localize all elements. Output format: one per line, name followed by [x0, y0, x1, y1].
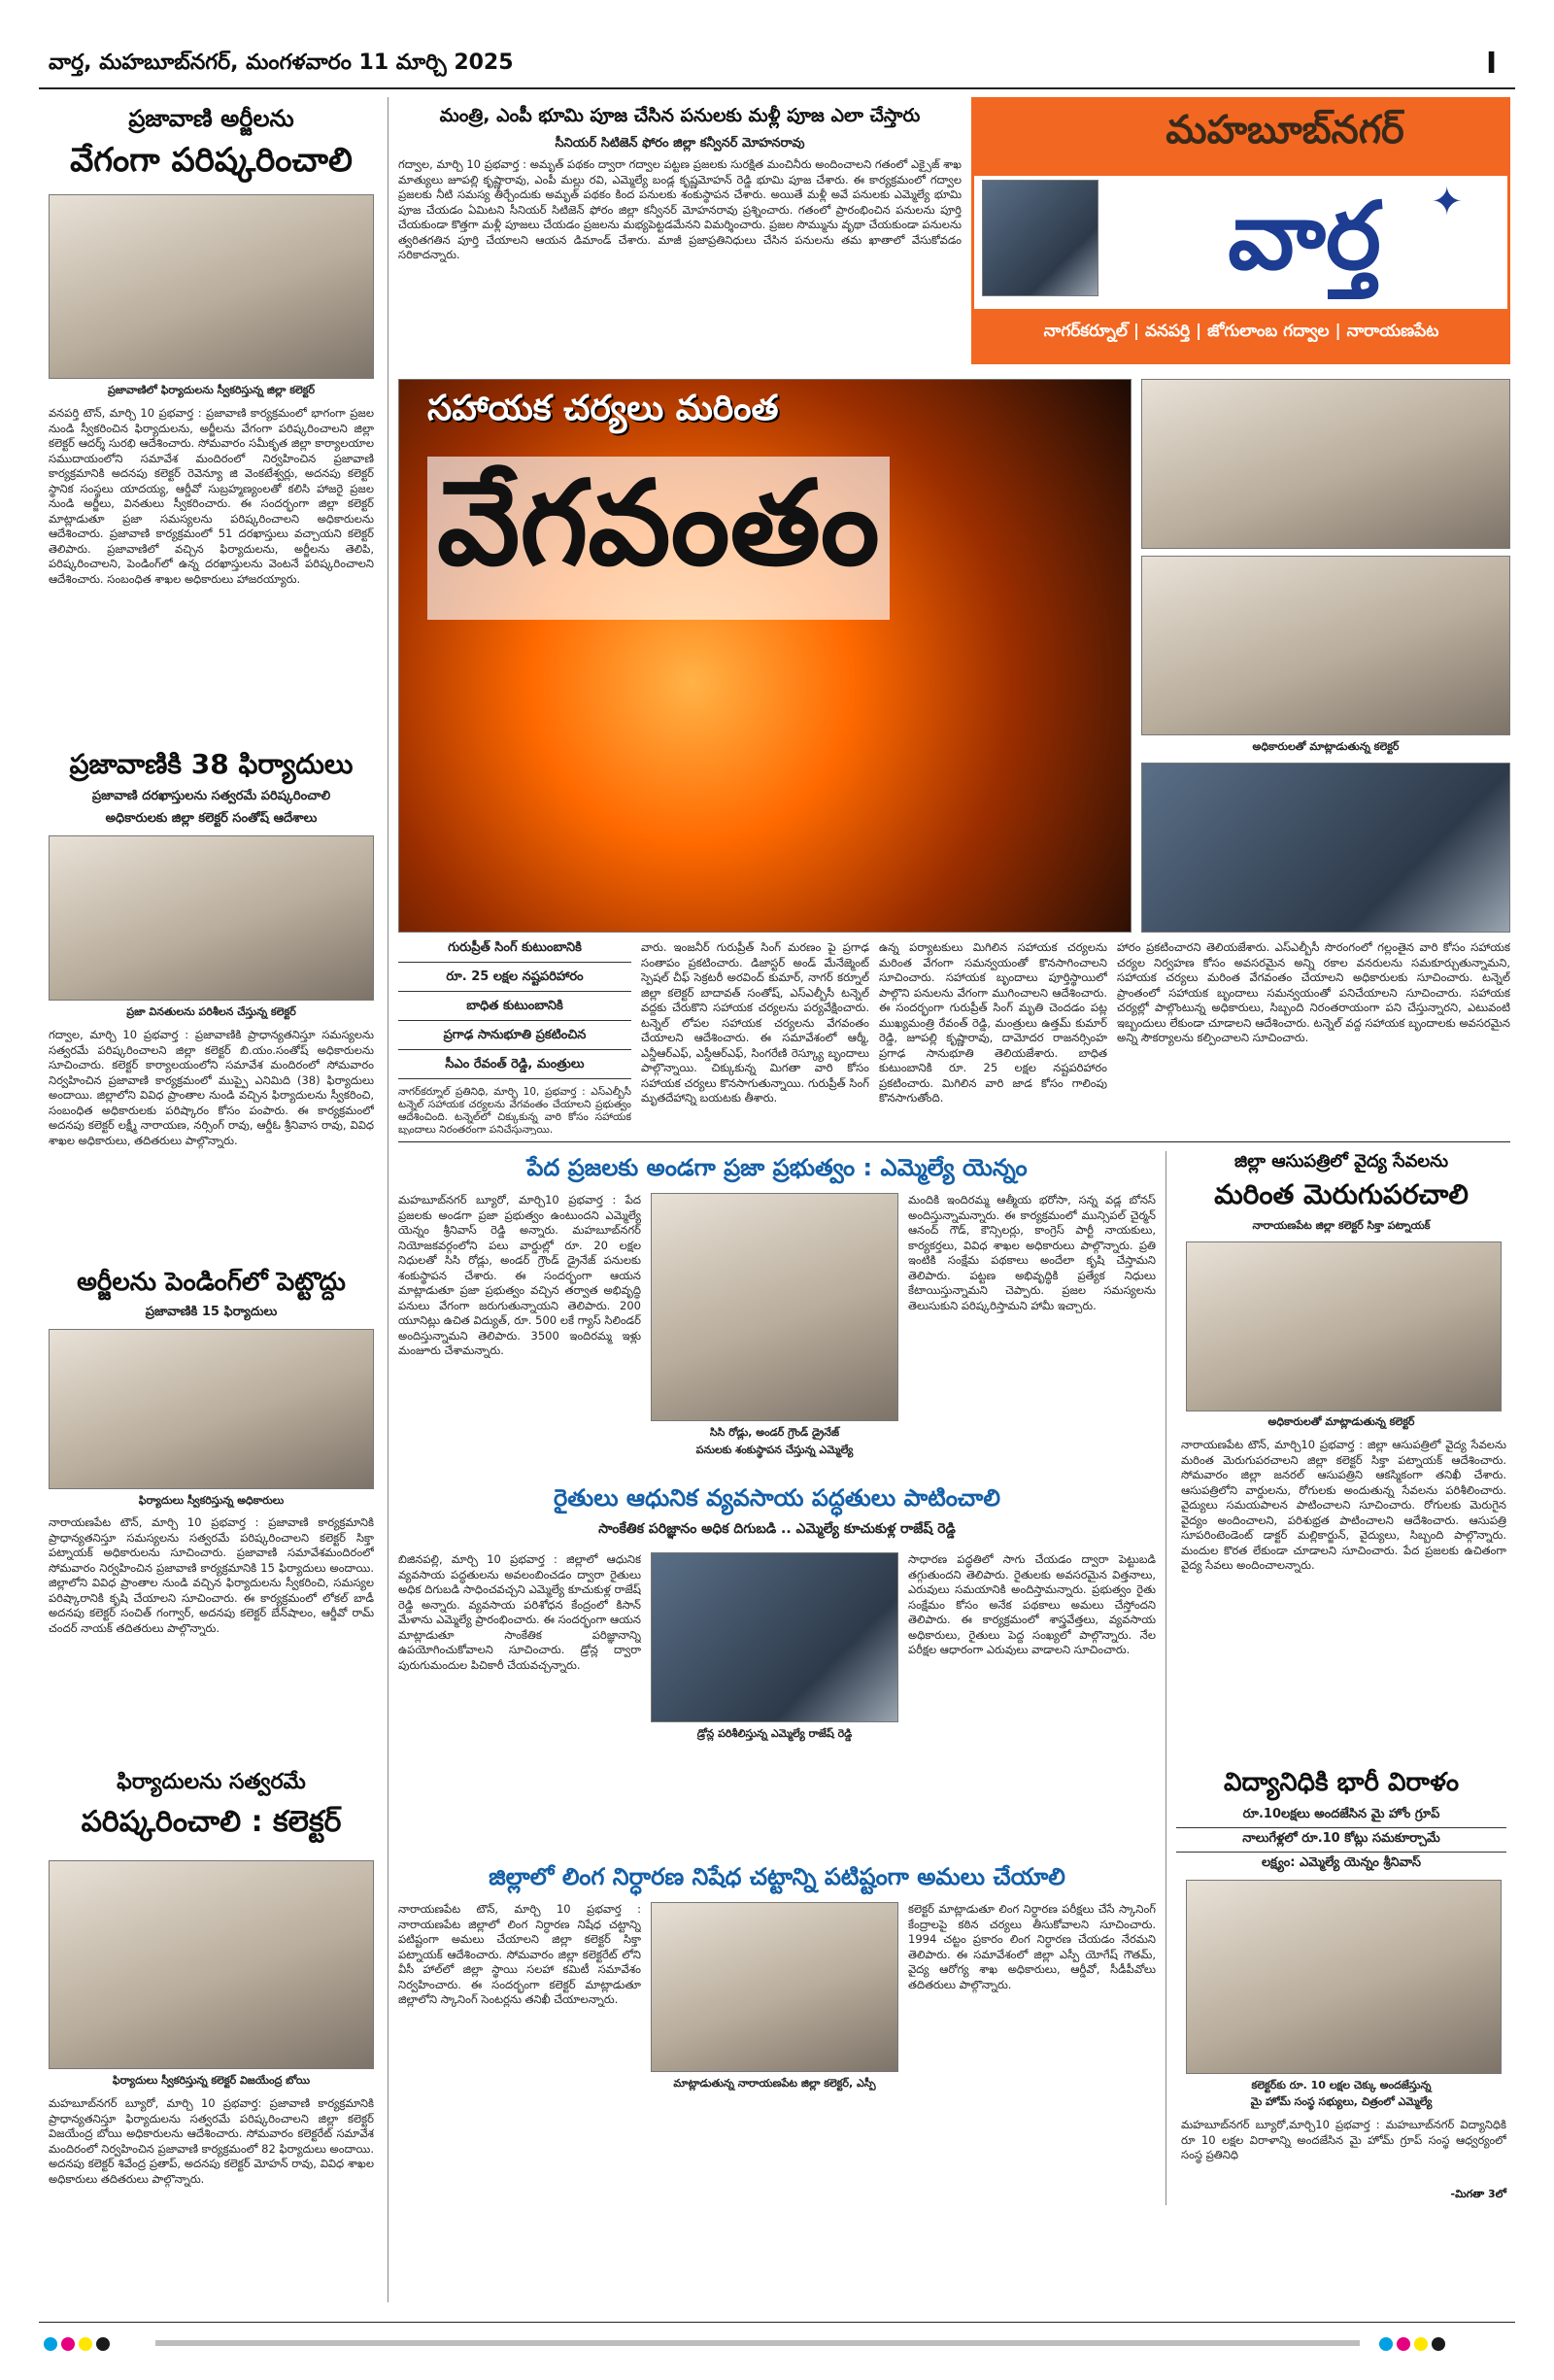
r2-byline: -మిగతా 3లో [1450, 2188, 1506, 2200]
mla-body-1: మహబూబ్‌నగర్ బ్యూరో, మార్చి10 ప్రభవార్త : పేద ప్రజలకు అండగా ప్రజా ప్రభుత్వం ఉంటుందని ఎమ్మెల్యే యెన్నం శ్రీనివాస్ రెడ్డి అన్నారు. మహబూబ్‌నగర్ నియోజకవర్గంలోని పలు వార్డుల్లో రూ. 20 లక్షల నిధులతో సిసి రోడ్లు, అండర్ గ్రౌండ్ డ్రైనేజ్ పనులకు శంకుస్థాపన చేశారు. ఈ సందర్భంగా ఆయన మాట్లాడుతూ ప్రజా ప్రభుత్వం వచ్చిన తర్వాత అభివృద్ధి పనులు వేగంగా జరుగుతున్నాయని తెలిపారు. 200 యూనిట్లు ఉచిత విద్యుత్, రూ. 500 లకే గ్యాస్ సిలిండర్ అందిస్తున్నామని తెలిపారు. 3500 ఇందిరమ్మ ఇళ్లు మంజూరు చేశామన్నారు. [398, 1193, 641, 1357]
top-story [398, 97, 962, 369]
cyan-dot-icon [1379, 2337, 1393, 2351]
farm-photo [651, 1552, 898, 1722]
s3-headline: అర్జీలను పెండింగ్‌లో పెట్టొద్దు [77, 1268, 346, 1297]
lead-right-photo-2 [1141, 556, 1510, 735]
farm-sub: సాంకేతిక పరిజ్ఞానం అధిక దిగుబడి .. ఎమ్మెల్యే కూచుకుళ్ల రాజేష్ రెడ్డి [598, 1521, 956, 1537]
magenta-dot-icon [1397, 2337, 1410, 2351]
farm-headline: రైతులు ఆధునిక వ్యవసాయ పద్ధతులు పాటించాలి [554, 1484, 1000, 1512]
dateline: వార్త, మహబూబ్‌నగర్, మంగళవారం 11 మార్చి 2025 [49, 51, 514, 75]
lead-col-3: ఉన్న పర్యాటకులు మిగిలిన సహాయక చర్యలను మరింత వేగంగా సమన్వయంతో కొనసాగించాలని సూచించారు. సహాయక బృందాలు పూర్తిస్థాయిలో పాల్గొని పనులను వేగంగా ముగించాలని ఆదేశించారు. ఈ సందర్భంగా గురుప్రీత్ సింగ్ మృతి చెందడం పట్ల ముఖ్యమంత్రి రేవంత్ రెడ్డి, మంత్రులు ఉత్తమ్ కుమార్ రెడ్డి, జూపల్లి కృష్ణారావు, దామోదర రాజనర్సింహ ప్రగాఢ సానుభూతి తెలియజేశారు. బాధిత కుటుంబానికి రూ. 25 లక్షల నష్టపరిహారం ప్రకటించారు. మిగిలిన వారి జాడ కోసం గాలింపు కొనసాగుతోంది. [879, 940, 1107, 1105]
black-dot-icon [1432, 2337, 1445, 2351]
top-story-sub: సీనియర్ సిటిజెన్ ఫోరం జిల్లా కన్వీనర్ మోహనరావు [555, 136, 805, 151]
r1-caption: అధికారులతో మాట్లాడుతున్న కలెక్టర్ [1267, 1415, 1415, 1428]
s3-body: నారాయణపేట టౌన్, మార్చి 10 ప్రభవార్త : ప్రజావాణి కార్యక్రమానికి ప్రాధాన్యతనిస్తూ సమస్యలను సత్వరమే పరిష్కరించాలని కలెక్టర్ సిక్తా పట్నాయక్ అధికారులను సూచించారు. ప్రజావాణి సమావేశమందిరంలో సోమవారం నిర్వహించిన ప్రజావాణి కార్యక్రమానికి 15 ఫిర్యాదులు అందాయి. జిల్లాలోని వివిధ ప్రాంతాల నుండి వచ్చిన ఫిర్యాదులను స్వీకరించి, సమస్యల పరిష్కారానికి కృషి చేయాలని సూచించారు. ఈ కార్యక్రమంలో లోకల్ బాడీ అదనపు కలెక్టర్ సంచిత్ గంగ్వార్, అదనపు కలెక్టర్ బేన్‌షాలం, ఆర్డీవో రామ్ చందర్ నాయక్ తదితరులు పాల్గొన్నారు. [49, 1515, 374, 1635]
lead-dateline-body: నాగర్‌కర్నూల్ ప్రతినిధి, మార్చి 10, ప్రభవార్త : ఎస్ఎల్బీసీ టన్నెల్ సహాయక చర్యలను వేగవంతం చేయాలని ప్రభుత్వం ఆదేశించింది. టన్నెల్‌లో చిక్కుకున్న వారి కోసం సహాయక బృందాలు నిరంతరంగా పనిచేస్తున్నాయి. [398, 1086, 631, 1135]
lead-sidenote-line-4: ప్రగాఢ సానుభూతి ప్రకటించిన [398, 1028, 631, 1050]
r2-photo [1186, 1880, 1502, 2074]
lead-headline: వేగవంతం [427, 457, 890, 620]
mla-caption-2: పనులకు శంకుస్థాపన చేస్తున్న ఎమ్మెల్యే [695, 1444, 854, 1456]
r2-sub1: రూ.10లక్షలు అందజేసిన మై హోం గ్రూప్ [1176, 1807, 1506, 1828]
header-rule [39, 87, 1515, 89]
farm-body-1: బిజినపల్లి, మార్చి 10 ప్రభవార్త : జిల్లాలో ఆధునిక వ్యవసాయ పద్ధతులను అవలంబించడం ద్వారా రైతులు అధిక దిగుబడి సాధించవచ్చని ఎమ్మెల్యే కూచుకుళ్ల రాజేష్ రెడ్డి అన్నారు. వ్యవసాయ పరిశోధన కేంద్రంలో కిసాన్ మేళాను ఎమ్మెల్యే ప్రారంభించారు. ఈ సందర్భంగా ఆయన మాట్లాడుతూ సాంకేతిక పరిజ్ఞానాన్ని ఉపయోగించుకోవాలని సూచించారు. డ్రోన్ల ద్వారా పురుగుమందుల పిచికారీ చేయవచ్చన్నారు. [398, 1552, 641, 1672]
r1-headline: మరింత మెరుగుపరచాలి [1214, 1178, 1469, 1210]
top-story-body: గద్వాల, మార్చి 10 ప్రభవార్త : అమృత్ పథకం ద్వారా గద్వాల పట్టణ ప్రజలకు సురక్షిత మంచినీరు అందించాలని గతంలో ఎక్సైజ్ శాఖ మాత్యులు జూపల్లి కృష్ణారావు, ఎంపీ మల్లు రవి, ఎమ్మెల్యే బండ్ల కృష్ణమోహన్ రెడ్డి భూమి పూజ చేశారు. ఈ కార్యక్రమంలో గద్వాల ప్రజలకు నీటి సమస్య తీర్చేందుకు అమృత్ పథకం కింద పనులకు శంకుస్థాపన చేశారు. అయితే మళ్లీ అవే పనులకు ఎమ్మెల్యే భూమి పూజ చేయడం ఏమిటని సీనియర్ సిటిజెన్ ఫోరం జిల్లా కన్వీనర్ మోహనరావు ప్రశ్నించారు. గతంలో ప్రారంభించిన పనులను పూర్తి చేయకుండా కొత్తగా మళ్లీ పూజలు చేయడం ప్రజలను మభ్యపెట్టడమేనని విమర్శించారు. ప్రజల సొమ్మును వృథా చేయకుండా పనులను త్వరితగతిన పూర్తి చేయాలని ఆయన డిమాండ్ చేశారు. మాజీ ప్రజాప్రతినిధులు చేసిన పనులను తమ ఖాతాలో వేసుకోవడం సరికాదన్నారు. [398, 157, 962, 261]
s1-headline: వేగంగా పరిష్కరించాలి [70, 141, 353, 180]
lead-right-photo-1 [1141, 379, 1510, 549]
lead-kicker: సహాయక చర్యలు మరింత [427, 389, 779, 428]
black-dot-icon [96, 2337, 110, 2351]
s3-caption: ఫిర్యాదులు స్వీకరిస్తున్న అధికారులు [138, 1494, 285, 1507]
r1-kicker: జిల్లా ఆసుపత్రిలో వైద్య సేవలను [1233, 1151, 1449, 1172]
mla-body-2: మందికి ఇందిరమ్మ ఆత్మీయ భరోసా, సన్న వడ్ల బోనస్ అందిస్తున్నామన్నారు. ఈ కార్యక్రమంలో మున్సిపల్ చైర్మన్ ఆనంద్ గౌడ్, కౌన్సిలర్లు, కాంగ్రెస్ పార్టీ నాయకులు, కార్యకర్తలు, వివిధ శాఖల అధికారులు పాల్గొన్నారు. ప్రతి ఇంటికి సంక్షేమ పథకాలు అందేలా కృషి చేస్తామని తెలిపారు. పట్టణ అభివృద్ధికి ప్రత్యేక నిధులు కేటాయిస్తున్నామని చెప్పారు. ప్రజల సమస్యలను తెలుసుకుని పరిష్కరిస్తామని హామీ ఇచ్చారు. [908, 1193, 1156, 1312]
r1-photo [1186, 1241, 1502, 1411]
r1-body: నారాయణపేట టౌన్, మార్చి10 ప్రభవార్త : జిల్లా ఆసుపత్రిలో వైద్య సేవలను మరింత మెరుగుపరచాలని జిల్లా కలెక్టర్ సిక్తా పట్నాయక్ ఆదేశించారు. సోమవారం జిల్లా జనరల్ ఆసుపత్రిని ఆకస్మికంగా తనిఖీ చేశారు. ఆసుపత్రిలోని వార్డులను, రోగులకు అందుతున్న సేవలను పరిశీలించారు. వైద్యులు సమయపాలన పాటించాలని సూచించారు. రోగులకు మెరుగైన వైద్యం అందించాలని, పరిశుభ్రత పాటించాలని ఆదేశించారు. ఆసుపత్రి సూపరింటెండెంట్ డాక్టర్ మల్లికార్జున్, వైద్యులు, సిబ్బంది పాల్గొన్నారు. మందుల కొరత లేకుండా చూడాలని సూచించారు. పేద ప్రజలకు ఉచితంగా వైద్య సేవలు అందించాలన్నారు. [1181, 1438, 1506, 1572]
top-story-headline: మంత్రి, ఎంపీ భూమి పూజ చేసిన పనులకు మళ్లీ పూజ ఎలా చేస్తారు [439, 105, 921, 126]
s1-body: వనపర్తి టౌన్, మార్చి 10 ప్రభవార్త : ప్రజావాణి కార్యక్రమంలో భాగంగా ప్రజల నుండి స్వీకరించిన ఫిర్యాదులను, అర్జీలను వేగంగా పరిష్కరించాలని జిల్లా కలెక్టర్ ఆదర్శ్ సురభి ఆదేశించారు. సోమవారం సమీకృత జిల్లా కార్యాలయాల సముదాయంలోని సమావేశ మందిరంలో నిర్వహించిన ప్రజావాణి కార్యక్రమానికి అదనపు కలెక్టర్ రెవెన్యూ జి వెంకటేశ్వర్లు, అదనపు కలెక్టర్ స్థానిక సంస్థలు యాదయ్య, ఆర్డీవో సుబ్రహ్మణ్యంలతో కలిసి హాజరై ప్రజల నుండి అర్జీలు, వినతులు స్వీకరించారు. ఈ సందర్భంగా జిల్లా కలెక్టర్ మాట్లాడుతూ ప్రజా సమస్యలను పరిష్కరించాలని అధికారులను ఆదేశించారు. ప్రజావాణి కార్యక్రమంలో 51 దరఖాస్తులు వచ్చాయని కలెక్టర్ తెలిపారు. ప్రజావాణిలో వచ్చిన ఫిర్యాదులను, అర్జీలను తెలిపి, పరిష్కరించాలని, పెండింగ్‌లో ఉన్న దరఖాస్తులను వెంటనే పరిష్కరించాలని ఆదేశించారు. సంబంధిత శాఖల అధికారులు హాజరయ్యారు. [49, 406, 374, 586]
gender-caption: మాట్లాడుతున్న నారాయణపేట జిల్లా కలెక్టర్, ఎస్పీ [673, 2077, 876, 2090]
s4-body: మహబూబ్‌నగర్ బ్యూరో, మార్చి 10 ప్రభవార్త: ప్రజావాణి కార్యక్రమానికి ప్రాధాన్యతనిస్తూ ఫిర్యాదులను సత్వరమే పరిష్కరించాలని జిల్లా కలెక్టర్ విజయేంద్ర బోయి అధికారులను ఆదేశించారు. సోమవారం కలెక్టరేట్ సమావేశ మందిరంలో నిర్వహించిన ప్రజావాణి కార్యక్రమంలో 82 ఫిర్యాదులు అందాయి. అదనపు కలెక్టర్ శివేంద్ర ప్రతాప్, అదనపు కలెక్టర్ మోహన్ రావు, వివిధ శాఖల అధికారులు తదితరులు పాల్గొన్నారు. [49, 2096, 374, 2186]
lead-col-2: వారు. ఇంజనీర్ గురుప్రీత్ సింగ్ మరణం పై ప్రగాఢ సంతాపం ప్రకటించారు. డిజాస్టర్ అండ్ మేనేజ్మెంట్ స్పెషల్ చీఫ్ సెక్రటరీ అరవింద్ కుమార్, నాగర్ కర్నూల్ జిల్లా కలెక్టర్ బాదావత్ సంతోష్, ఎస్ఎల్బీసీ టన్నెల్ వద్దకు చేరుకొని సహాయక చర్యలను పర్యవేక్షించారు. టన్నెల్ లోపల సహాయక చర్యలను వేగవంతం చేయాలని ఆదేశించారు. ఈ సమావేశంలో ఆర్మీ, ఎన్డీఆర్ఎఫ్, ఎస్డీఆర్ఎఫ్, సింగరేణి రెస్క్యూ బృందాలు పాల్గొన్నాయి. చిక్కుకున్న మిగతా వారి కోసం సహాయక చర్యలు కొనసాగుతున్నాయి. గురుప్రీత్ సింగ్ మృతదేహాన్ని బయటకు తీశారు. [641, 940, 869, 1105]
left-column [44, 97, 388, 2302]
yellow-dot-icon [79, 2337, 92, 2351]
footer-color-marks-left [44, 2336, 114, 2355]
lead-right-photo-3 [1141, 763, 1510, 933]
s3-sub: ప్రజావాణికి 15 ఫిర్యాదులు [145, 1305, 278, 1319]
magenta-dot-icon [61, 2337, 75, 2351]
lead-sidenote-line-3: బాధిత కుటుంబానికి [398, 999, 631, 1021]
masthead-city: మహబూబ్‌నగర్ [1166, 108, 1404, 153]
s2-headline: ప్రజావాణికి 38 ఫిర్యాదులు [69, 748, 354, 780]
mla-photo [651, 1193, 898, 1421]
r2-headline: విద్యానిధికి భారీ విరాళం [1223, 1768, 1460, 1797]
s1-kicker: ప్రజావాణి అర్జీలను [128, 105, 294, 132]
gender-photo [651, 1902, 898, 2072]
mid-rule [398, 1141, 1510, 1142]
s2-caption: ప్రజా వినతులను పరిశీలన చేస్తున్న కలెక్టర్ [126, 1005, 296, 1018]
lead-sidenote-line-2: రూ. 25 లక్షల నష్టపరిహారం [398, 969, 631, 992]
r2-caption-2: మై హోమ్ సంస్థ సభ్యులు, చిత్రంలో ఎమ్మెల్యే [1250, 2095, 1433, 2108]
footer-gray-bar [155, 2340, 1360, 2346]
footer-rule [39, 2322, 1515, 2323]
yellow-dot-icon [1414, 2337, 1428, 2351]
page-number: I [1486, 47, 1498, 81]
masthead-photo [982, 180, 1098, 296]
s1-caption: ప్రజావాణిలో ఫిర్యాదులను స్వీకరిస్తున్న జిల్లా కలెక్టర్ [107, 384, 316, 396]
s1-photo [49, 194, 374, 379]
s4-caption: ఫిర్యాదులు స్వీకరిస్తున్న కలెక్టర్ విజయేంద్ర బోయి [112, 2074, 311, 2087]
r2-body: మహబూబ్‌నగర్ బ్యూరో,మార్చి10 ప్రభవార్త : మహబూబ్‌నగర్ విద్యానిధికి రూ 10 లక్షల విరాళాన్ని అందజేసిన మై హోమ్ గ్రూప్ సంస్థ ఆధ్వర్యంలో సంస్థ ప్రతినిధి [1181, 2118, 1506, 2161]
masthead [971, 97, 1510, 364]
s2-photo [49, 835, 374, 1001]
right-column [1166, 1151, 1510, 2205]
cyan-dot-icon [44, 2337, 57, 2351]
mla-caption-1: సిసి రోడ్లు, అండర్ గ్రౌండ్ డ్రైనేజ్ [709, 1426, 840, 1439]
s2-body: గద్వాల, మార్చి 10 ప్రభవార్త : ప్రజావాణికి ప్రాధాన్యతనిస్తూ సమస్యలను సత్వరమే పరిష్కరించాలని జిల్లా కలెక్టర్ బి.యం.సంతోష్ అధికారులను సూచించారు. కలెక్టర్ కార్యాలయంలోని సమావేశ మందిరంలో సోమవారం నిర్వహించిన ప్రజావాణి కార్యక్రమంలో ముప్పై ఎనిమిది (38) ఫిర్యాదులు అందాయి. జిల్లాలోని వివిధ ప్రాంతాల నుండి వచ్చిన ఫిర్యాదులను స్వీకరించి, సంబంధిత అధికారులకు పరిష్కారం కోసం పంపారు. ఈ కార్యక్రమంలో అదనపు కలెక్టర్ లక్ష్మీ నారాయణ, నర్సింగ్ రావు, ఆర్డీఓ శ్రీనివాస రావు, వివిధ శాఖల అధికారులు, తదితరులు పాల్గొన్నారు. [49, 1028, 374, 1147]
bird-icon: ✦ [1431, 180, 1464, 224]
s2-sub1: ప్రజావాణి దరఖాస్తులను సత్వరమే పరిష్కరించాలి [91, 789, 331, 803]
s3-photo [49, 1329, 374, 1489]
lead-sidenote-line-1: గురుప్రీత్ సింగ్ కుటుంబానికి [398, 940, 631, 963]
farm-caption: డ్రోన్ల పరిశీలిస్తున్న ఎమ్మెల్యే రాజేష్ రెడ్డి [696, 1727, 853, 1740]
lead-right-caption: అధికారులతో మాట్లాడుతున్న కలెక్టర్ [1252, 740, 1400, 753]
lead-sidenote-line-5: సీఎం రేవంత్ రెడ్డి, మంత్రులు [398, 1057, 631, 1079]
gender-body-2: కలెక్టర్ మాట్లాడుతూ లింగ నిర్ధారణ పరీక్షలు చేసే స్కానింగ్ కేంద్రాలపై కఠిన చర్యలు తీసుకోవాలని సూచించారు. 1994 చట్టం ప్రకారం లింగ నిర్ధారణ చేయడం నేరమని తెలిపారు. ఈ సమావేశంలో జిల్లా ఎస్పీ యోగేష్ గౌతమ్, వైద్య ఆరోగ్య శాఖ అధికారులు, ఆర్డీవో, సీడీపీవోలు తదితరులు పాల్గొన్నారు. [908, 1902, 1156, 1991]
mla-headline: పేద ప్రజలకు అండగా ప్రజా ప్రభుత్వం : ఎమ్మెల్యే యెన్నం [526, 1154, 1028, 1181]
r2-caption-1: కలెక్టర్‌కు రూ. 10 లక్షల చెక్కు అందజేస్తున్న [1251, 2079, 1432, 2091]
r2-sub3: లక్ష్యం: ఎమ్మెల్యే యెన్నం శ్రీనివాస్ [1261, 1855, 1422, 1870]
gender-body-1: నారాయణపేట టౌన్, మార్చి 10 ప్రభవార్త : నారాయణపేట జిల్లాలో లింగ నిర్ధారణ నిషేధ చట్టాన్ని పటిష్టంగా అమలు చేయాలని జిల్లా కలెక్టర్ సిక్తా పట్నాయక్ ఆదేశించారు. సోమవారం జిల్లా కలెక్టరేట్ లోని వీసీ హాల్‌లో జిల్లా స్థాయి సలహా కమిటీ సమావేశం నిర్వహించారు. ఈ సందర్భంగా కలెక్టర్ మాట్లాడుతూ జిల్లాలోని స్కానింగ్ సెంటర్లను తనిఖీ చేయాలన్నారు. [398, 1902, 641, 2006]
masthead-logo: వార్త [1228, 182, 1381, 290]
gender-headline: జిల్లాలో లింగ నిర్ధారణ నిషేధ చట్టాన్ని పటిష్టంగా అమలు చేయాలి [489, 1863, 1065, 1890]
lead-col-4: హారం ప్రకటించారని తెలియజేశారు. ఎస్ఎల్బీసీ సొరంగంలో గల్లంతైన వారి కోసం సహాయక చర్యల నిర్వహణ కోసం అవసరమైన అన్ని రకాల వనరులను సమకూర్చుతున్నామని, సహాయక చర్యలు మరింత వేగవంతం చేయాలని అధికారులకు సూచించారు. టన్నెల్ ప్రాంతంలో సహాయక బృందాలు సమన్వయంతో పనిచేయాలని సూచించారు. సహాయక చర్యల్లో పాల్గొంటున్న అధికారులు, సిబ్బంది నిరంతరాయంగా పని చేస్తున్నారని, ఎటువంటి ఇబ్బందులు లేకుండా చూడాలని ఆదేశించారు. టన్నెల్ వద్ద సహాయక బృందాలకు అవసరమైన అన్ని సౌకర్యాలను కల్పించాలని సూచించారు. [1117, 940, 1510, 1044]
s4-photo [49, 1860, 374, 2069]
s2-sub2: అధికారులకు జిల్లా కలెక్టర్ సంతోష్ ఆదేశాలు [105, 811, 318, 826]
r2-sub2: నాలుగేళ్లలో రూ.10 కోట్లు సమకూర్చామే [1176, 1831, 1506, 1853]
s4-kicker: ఫిర్యాదులను సత్వరమే [117, 1770, 306, 1794]
r1-sub: నారాయణపేట జిల్లా కలెక్టర్ సిక్తా పట్నాయక్ [1252, 1219, 1431, 1232]
lead-sidenote [398, 940, 631, 1135]
s4-headline: పరిష్కరించాలి : కలెక్టర్ [81, 1805, 342, 1839]
footer-color-marks-right [1379, 2336, 1449, 2355]
farm-body-2: సాధారణ పద్ధతిలో సాగు చేయడం ద్వారా పెట్టుబడి తగ్గుతుందని తెలిపారు. రైతులకు అవసరమైన విత్తనాలు, ఎరువులు సమయానికి అందిస్తామన్నారు. ప్రభుత్వం రైతు సంక్షేమం కోసం అనేక పథకాలు అమలు చేస్తోందని తెలిపారు. ఈ కార్యక్రమంలో శాస్త్రవేత్తలు, వ్యవసాయ అధికారులు, రైతులు పెద్ద సంఖ్యలో పాల్గొన్నారు. నేల పరీక్షల ఆధారంగా ఎరువులు వాడాలని సూచించారు. [908, 1552, 1156, 1656]
masthead-districts: నాగర్‌కర్నూల్ | వనపర్తి | జోగులాంబ గద్వాల | నారాయణపేట [1043, 322, 1439, 341]
